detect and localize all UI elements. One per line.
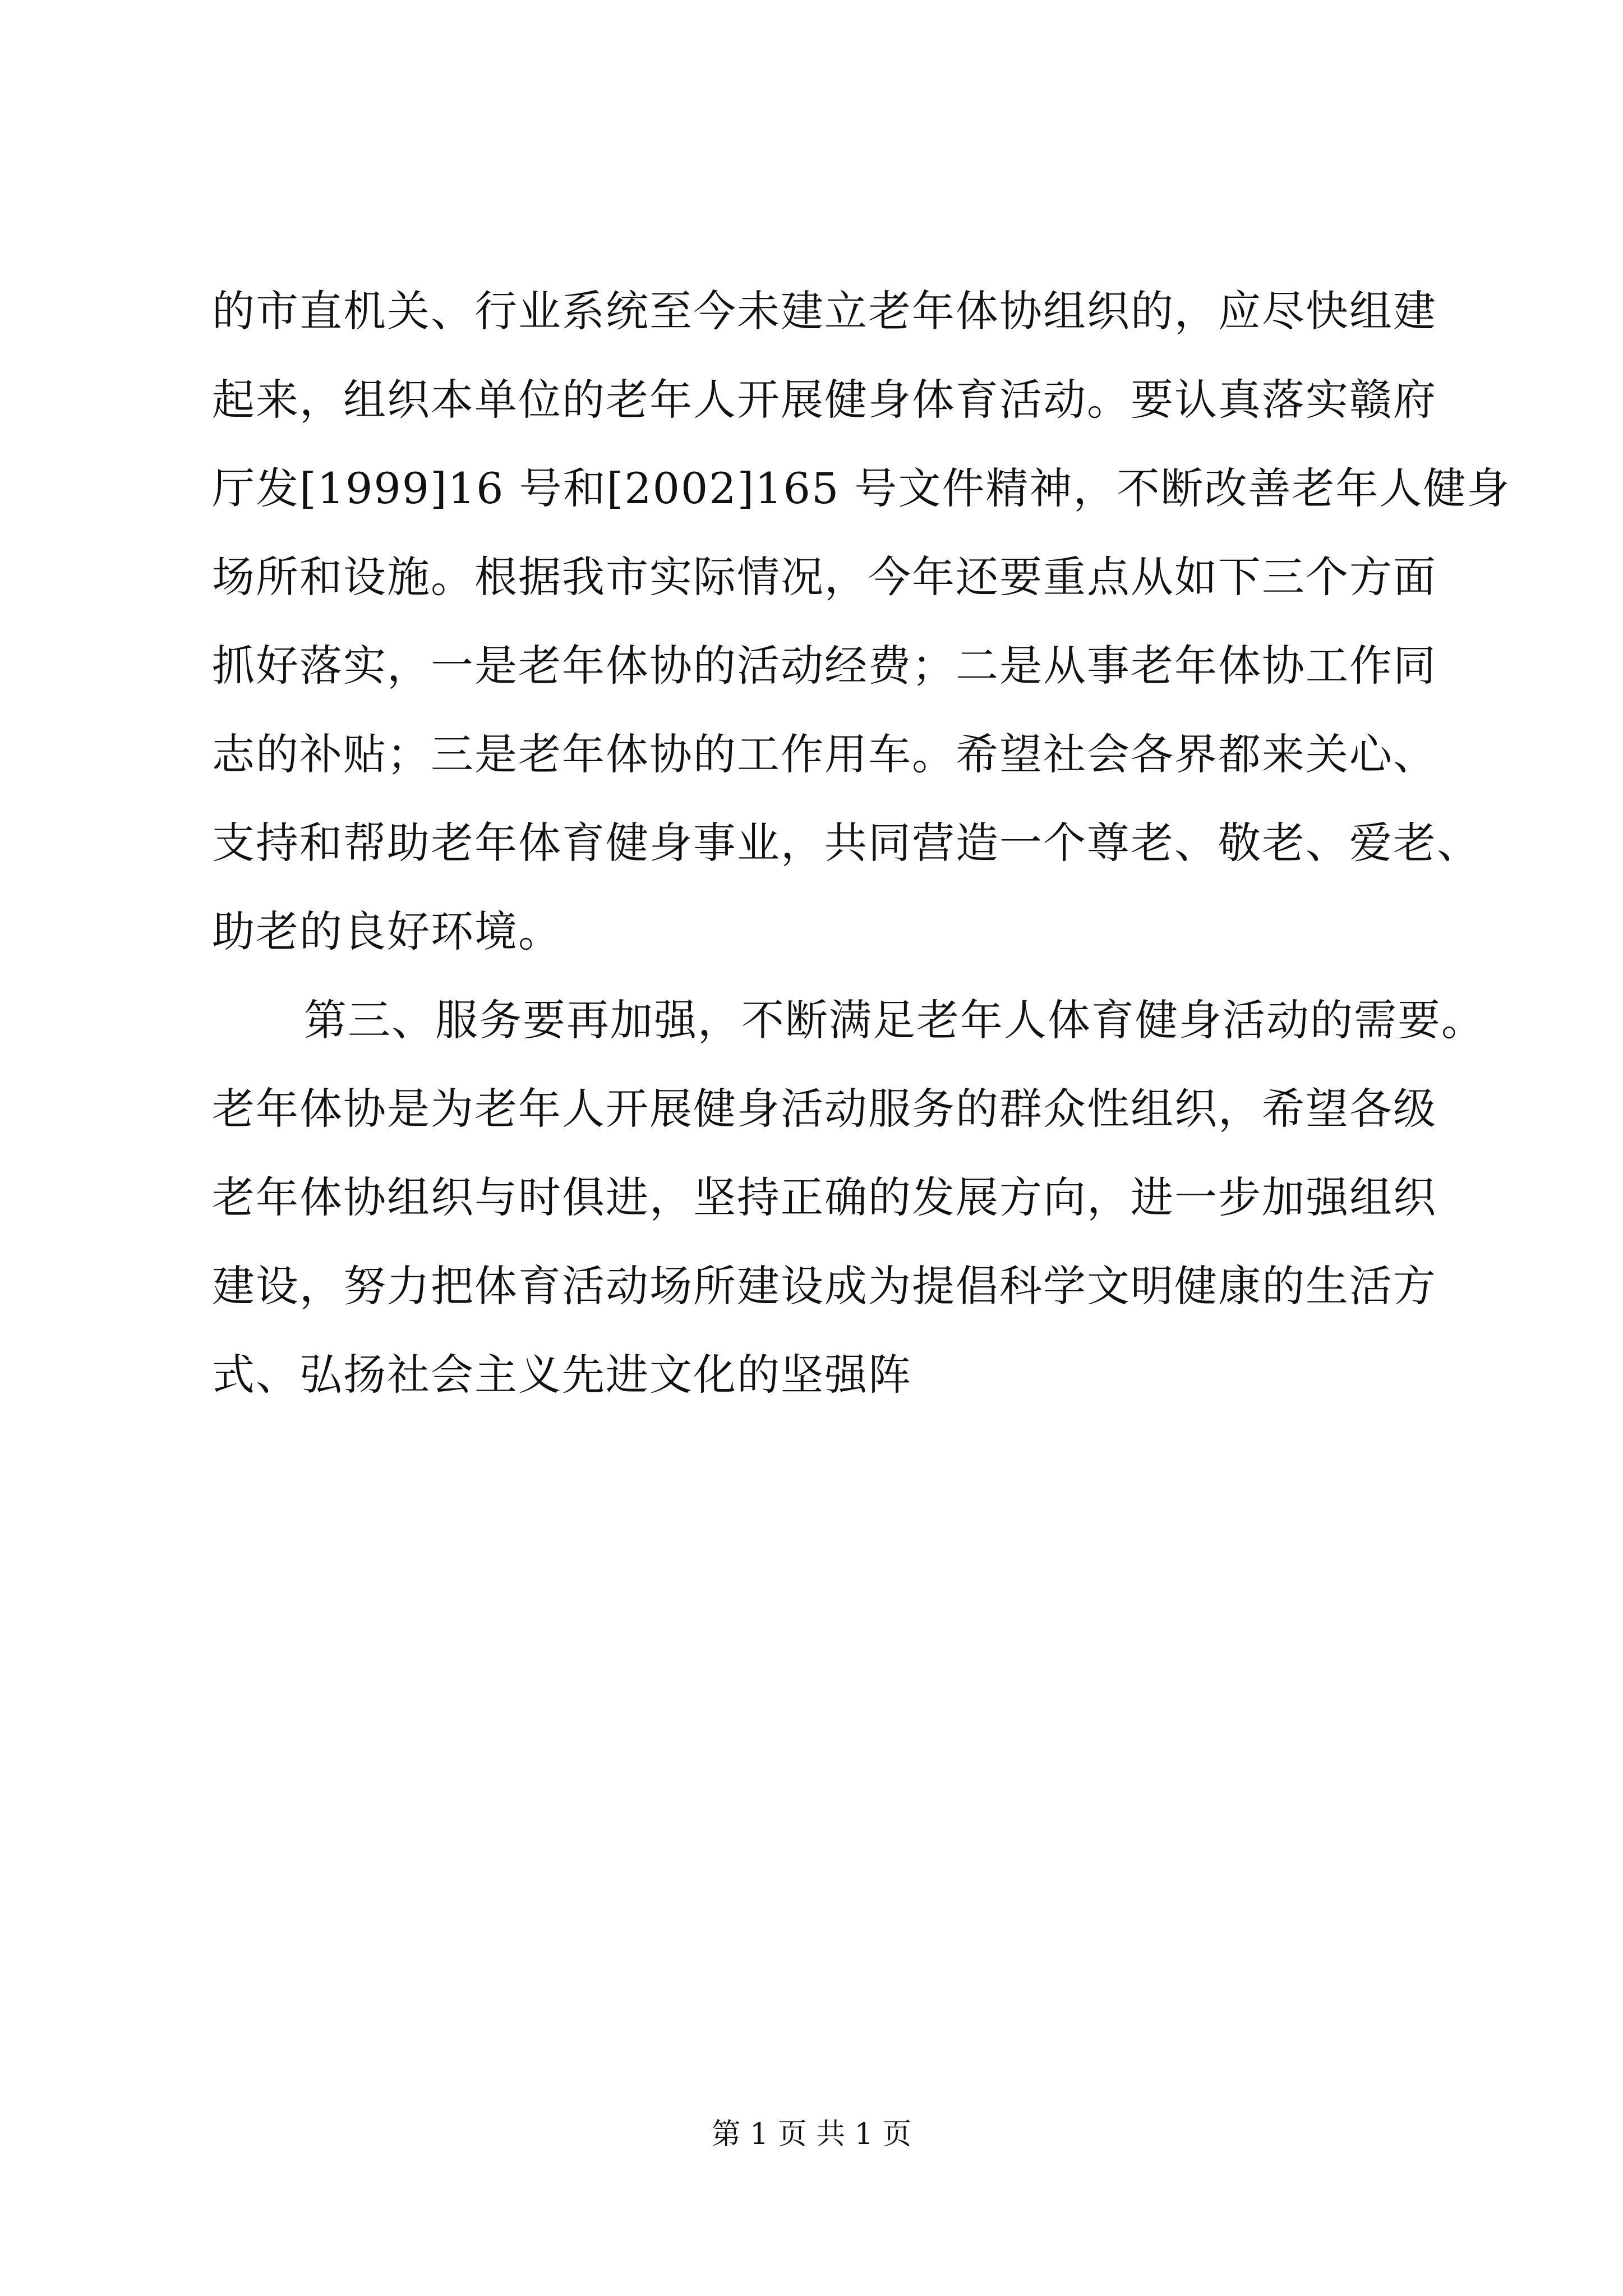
document-body — [212, 267, 1511, 1419]
body-line: 建设，努力把体育活动场所建设成为提倡科学文明健康的生活方 — [212, 1261, 1437, 1311]
page-footer: 第 1 页 共 1 页 — [711, 2118, 912, 2151]
body-line: 老年体协组织与时俱进，坚持正确的发展方向，进一步加强组织 — [212, 1172, 1437, 1222]
body-line: 式、弘扬社会主义先进文化的坚强阵 — [212, 1350, 912, 1400]
paragraph-start-line: 第三、服务要再加强，不断满足老年人体育健身活动的需要。 — [304, 995, 1485, 1045]
body-line: 志的补贴；三是老年体协的工作用车。希望社会各界都来关心、 — [212, 729, 1437, 779]
body-line: 支持和帮助老年体育健身事业，共同营造一个尊老、敬老、爱老、 — [212, 818, 1481, 868]
body-line: 抓好落实，一是老年体协的活动经费；二是从事老年体协工作同 — [212, 641, 1437, 691]
body-line: 起来，组织本单位的老年人开展健身体育活动。要认真落实赣府 — [212, 375, 1437, 425]
body-line: 场所和设施。根据我市实际情况，今年还要重点从如下三个方面 — [212, 552, 1437, 602]
body-line: 的市直机关、行业系统至今未建立老年体协组织的，应尽快组建 — [212, 286, 1437, 336]
body-line: 厅发[1999]16 号和[2002]165 号文件精神，不断改善老年人健身 — [212, 463, 1511, 513]
body-line: 老年体协是为老年人开展健身活动服务的群众性组织，希望各级 — [212, 1084, 1437, 1134]
body-line: 助老的良好环境。 — [212, 907, 562, 956]
